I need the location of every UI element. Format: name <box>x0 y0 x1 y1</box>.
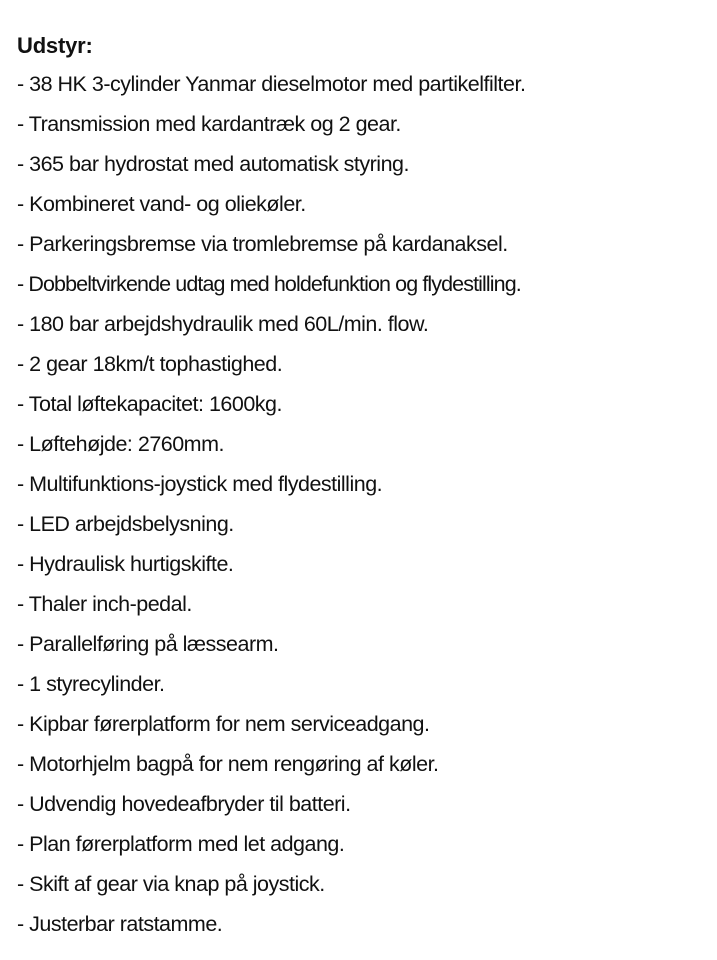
list-item: - Skift af gear via knap på joystick. <box>17 872 325 896</box>
list-item: - Parallelføring på læssearm. <box>17 632 279 656</box>
list-item: - Thaler inch-pedal. <box>17 592 192 616</box>
list-item: - Udvendig hovedeafbryder til batteri. <box>17 792 351 816</box>
list-item: - 1 styrecylinder. <box>17 672 165 696</box>
list-item: - Dobbeltvirkende udtag med holdefunktion og flydestilling. <box>17 272 521 296</box>
list-item: - Parkeringsbremse via tromlebremse på kardanaksel. <box>17 232 508 256</box>
list-item: - Total løftekapacitet: 1600kg. <box>17 392 282 416</box>
list-item: - 365 bar hydrostat med automatisk styring. <box>17 152 409 176</box>
equipment-heading: Udstyr: <box>17 33 93 58</box>
list-item: - Kombineret vand- og oliekøler. <box>17 192 306 216</box>
list-item: - 2 gear 18km/t tophastighed. <box>17 352 283 376</box>
list-item: - LED arbejdsbelysning. <box>17 512 234 536</box>
equipment-document <box>17 28 707 944</box>
list-item: - Justerbar ratstamme. <box>17 912 223 936</box>
list-item: - Multifunktions-joystick med flydestilling. <box>17 472 383 496</box>
list-item: - Motorhjelm bagpå for nem rengøring af køler. <box>17 752 439 776</box>
list-item: - Løftehøjde: 2760mm. <box>17 432 224 456</box>
list-item: - Hydraulisk hurtigskifte. <box>17 552 234 576</box>
equipment-list <box>17 64 707 944</box>
list-item: - Kipbar førerplatform for nem serviceadgang. <box>17 712 430 736</box>
list-item: - 38 HK 3-cylinder Yanmar dieselmotor med partikelfilter. <box>17 72 526 96</box>
list-item: - Transmission med kardantræk og 2 gear. <box>17 112 401 136</box>
list-item: - 180 bar arbejdshydraulik med 60L/min. flow. <box>17 312 429 336</box>
list-item: - Plan førerplatform med let adgang. <box>17 832 345 856</box>
